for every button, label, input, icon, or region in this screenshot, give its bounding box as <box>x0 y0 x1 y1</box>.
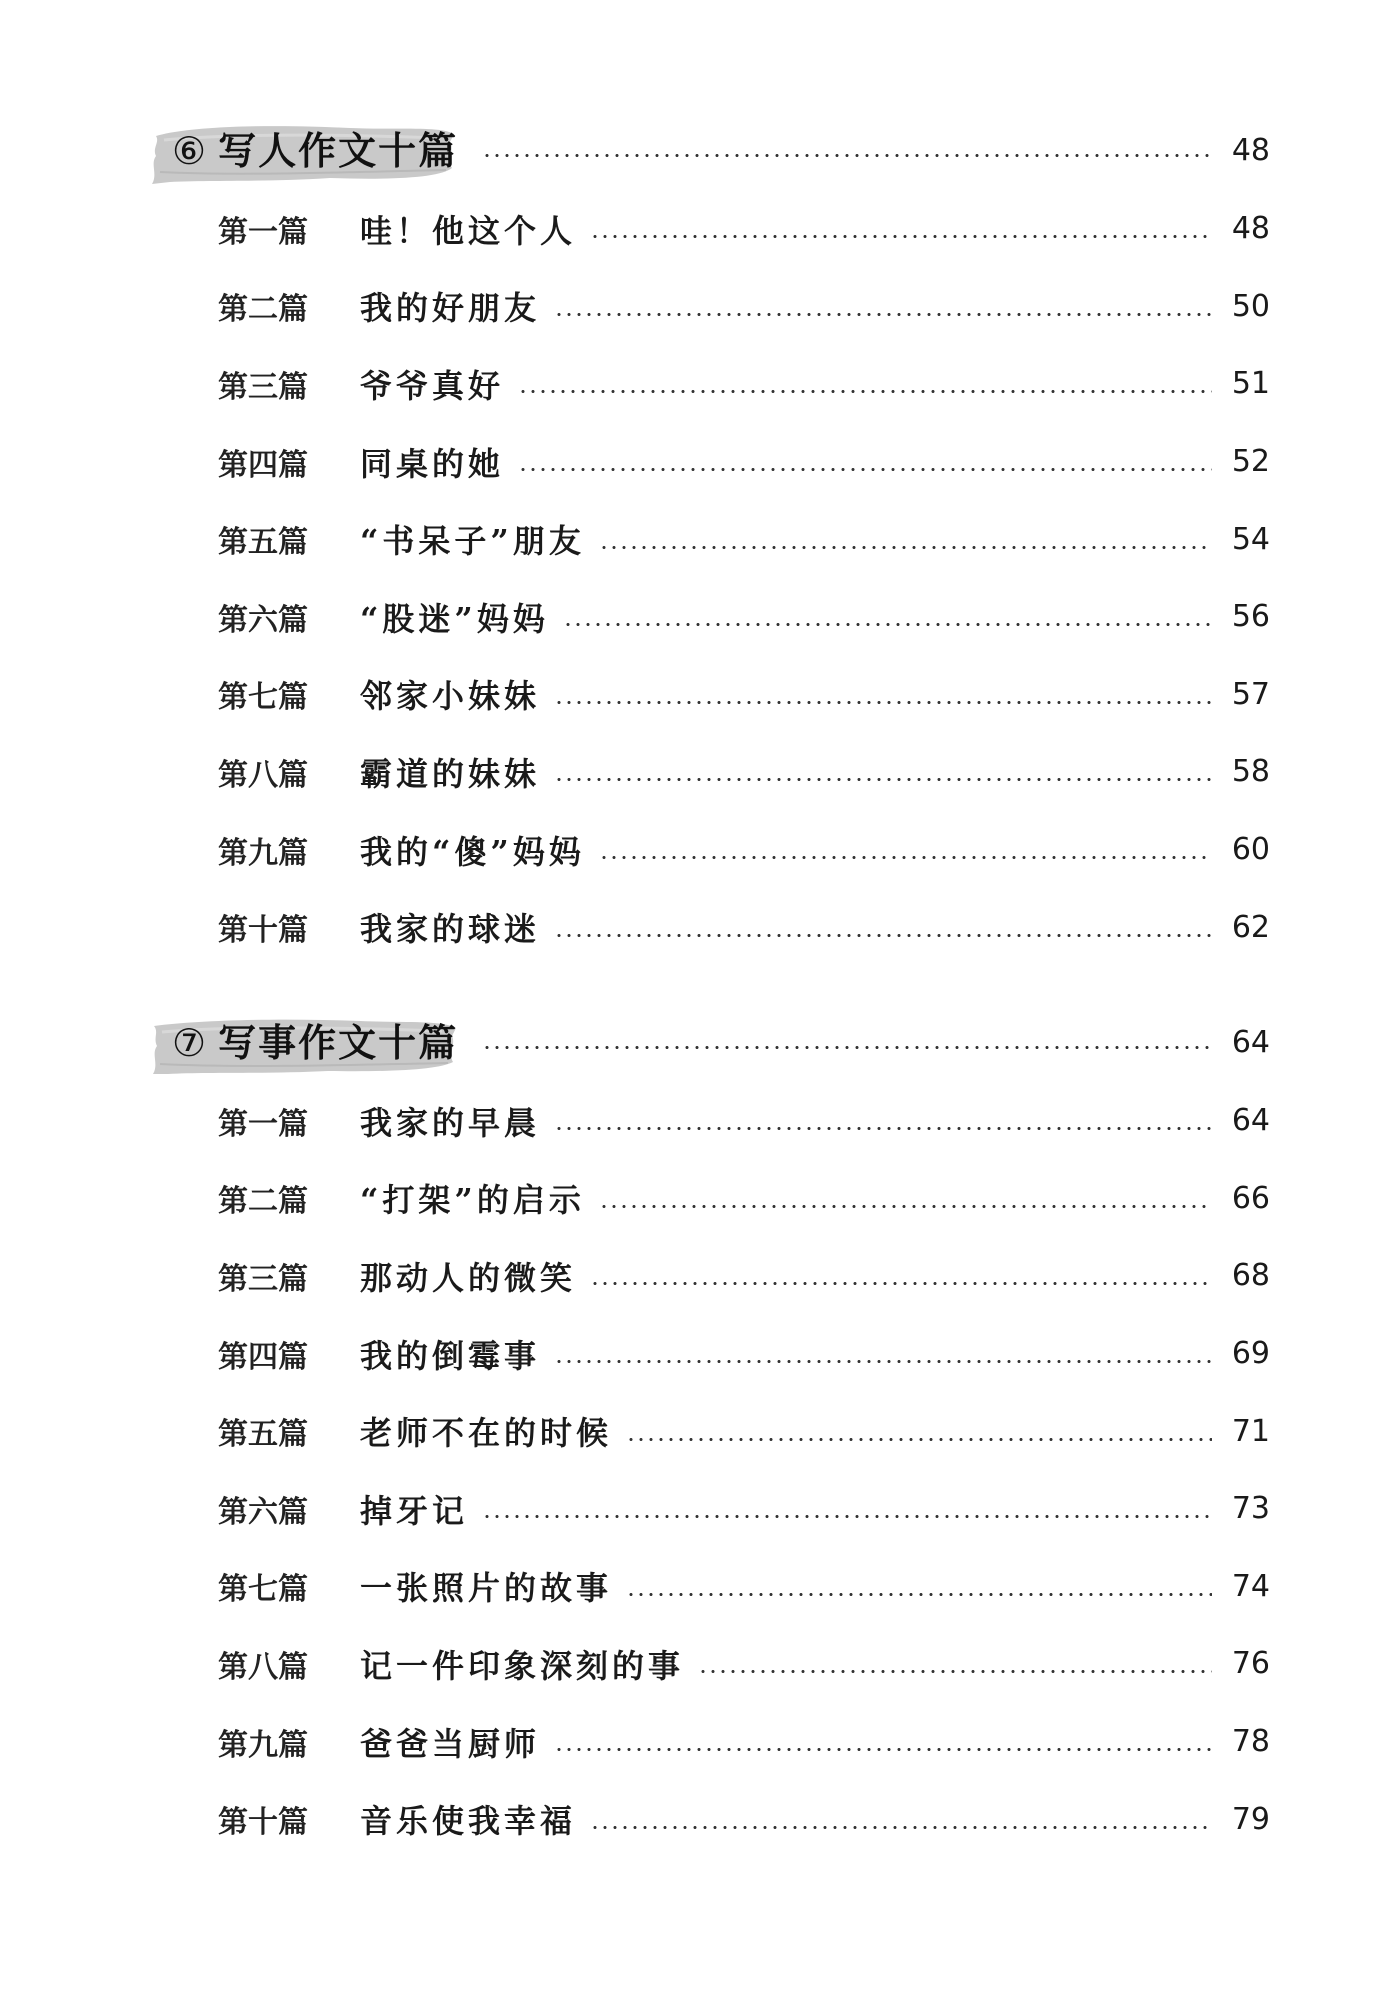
entry-label: 第十篇 <box>218 913 308 949</box>
toc-entry[interactable] <box>150 578 1270 656</box>
entry-title: 霸道的妹妹 <box>360 754 541 793</box>
entry-label: 第四篇 <box>218 447 308 483</box>
toc-entry[interactable] <box>150 888 1270 966</box>
entry-label: 第三篇 <box>218 1261 308 1297</box>
dot-leader <box>482 154 1212 157</box>
entry-page-number: 52 <box>1231 444 1270 480</box>
section-title <box>172 112 458 190</box>
dot-leader <box>590 1282 1212 1285</box>
entry-title: 我的倒霉事 <box>360 1336 541 1375</box>
section-page-number: 64 <box>1231 1025 1270 1060</box>
entry-list <box>150 190 1270 966</box>
entry-label: 第七篇 <box>218 680 308 716</box>
toc-entry[interactable] <box>150 1160 1270 1238</box>
entry-page-number: 54 <box>1231 521 1270 557</box>
entry-title: “书呆子”朋友 <box>360 522 585 561</box>
dot-leader <box>554 934 1212 937</box>
dot-leader <box>626 1593 1212 1596</box>
dot-leader <box>599 856 1212 859</box>
entry-title: 同桌的她 <box>360 444 505 483</box>
entry-label: 第四篇 <box>218 1339 308 1375</box>
entry-page-number: 71 <box>1231 1413 1270 1449</box>
section-number: ⑥ <box>172 129 209 173</box>
dot-leader <box>563 623 1212 626</box>
dot-leader <box>599 546 1212 549</box>
entry-label: 第十篇 <box>218 1805 308 1841</box>
section-header[interactable] <box>150 112 1270 190</box>
entry-list <box>150 1082 1270 1858</box>
section-page-number: 48 <box>1231 133 1270 168</box>
section-header[interactable] <box>150 1004 1270 1082</box>
entry-page-number: 73 <box>1231 1491 1270 1527</box>
dot-leader <box>518 468 1212 471</box>
toc-entry[interactable] <box>150 500 1270 578</box>
entry-page-number: 74 <box>1231 1568 1270 1604</box>
toc-entry[interactable] <box>150 1470 1270 1548</box>
dot-leader <box>554 313 1212 316</box>
entry-label: 第二篇 <box>218 1184 308 1220</box>
toc-entry[interactable] <box>150 1082 1270 1160</box>
entry-label: 第六篇 <box>218 1494 308 1530</box>
toc-entry[interactable] <box>150 811 1270 889</box>
entry-title: 一张照片的故事 <box>360 1569 613 1608</box>
entry-title: 老师不在的时候 <box>360 1414 613 1453</box>
dot-leader <box>482 1515 1212 1518</box>
entry-page-number: 76 <box>1231 1646 1270 1682</box>
entry-title: 我家的早晨 <box>360 1103 541 1142</box>
entry-page-number: 58 <box>1231 754 1270 790</box>
entry-page-number: 66 <box>1231 1180 1270 1216</box>
section-title-text: 写人作文十篇 <box>218 129 459 173</box>
toc-entry[interactable] <box>150 345 1270 423</box>
dot-leader <box>554 1127 1212 1130</box>
dot-leader <box>698 1670 1212 1673</box>
entry-label: 第八篇 <box>218 1649 308 1685</box>
entry-label: 第五篇 <box>218 525 308 561</box>
toc-entry[interactable] <box>150 1780 1270 1858</box>
entry-title: 我家的球迷 <box>360 910 541 949</box>
entry-page-number: 62 <box>1231 909 1270 945</box>
dot-leader <box>626 1438 1212 1441</box>
dot-leader <box>554 701 1212 704</box>
entry-title: 爷爷真好 <box>360 366 505 405</box>
dot-leader <box>590 1826 1212 1829</box>
toc-section <box>150 112 1270 966</box>
entry-title: 我的“傻”妈妈 <box>360 832 585 871</box>
entry-title: 记一件印象深刻的事 <box>360 1646 685 1685</box>
dot-leader <box>554 778 1212 781</box>
entry-title: 爸爸当厨师 <box>360 1724 541 1763</box>
section-number: ⑦ <box>172 1021 209 1065</box>
entry-page-number: 57 <box>1231 676 1270 712</box>
entry-label: 第二篇 <box>218 292 308 328</box>
toc-entry[interactable] <box>150 1315 1270 1393</box>
entry-title: 我的好朋友 <box>360 289 541 328</box>
dot-leader <box>482 1046 1212 1049</box>
section-title-text: 写事作文十篇 <box>218 1021 459 1065</box>
entry-label: 第九篇 <box>218 835 308 871</box>
dot-leader <box>590 235 1212 238</box>
entry-label: 第五篇 <box>218 1417 308 1453</box>
entry-page-number: 64 <box>1231 1103 1270 1139</box>
entry-page-number: 51 <box>1231 366 1270 402</box>
entry-label: 第三篇 <box>218 369 308 405</box>
toc-entry[interactable] <box>150 1237 1270 1315</box>
entry-page-number: 56 <box>1231 599 1270 635</box>
entry-title: 掉牙记 <box>360 1491 469 1530</box>
toc-entry[interactable] <box>150 423 1270 501</box>
toc-entry[interactable] <box>150 1392 1270 1470</box>
dot-leader <box>554 1748 1212 1751</box>
entry-page-number: 50 <box>1231 288 1270 324</box>
section-title <box>172 1004 458 1082</box>
toc-entry[interactable] <box>150 1703 1270 1781</box>
toc-entry[interactable] <box>150 1625 1270 1703</box>
dot-leader <box>554 1360 1212 1363</box>
entry-label: 第六篇 <box>218 602 308 638</box>
entry-page-number: 60 <box>1231 832 1270 868</box>
entry-page-number: 79 <box>1231 1801 1270 1837</box>
entry-title: 哇！他这个人 <box>360 211 577 250</box>
dot-leader <box>599 1205 1212 1208</box>
toc-entry[interactable] <box>150 1548 1270 1626</box>
toc-entry[interactable] <box>150 733 1270 811</box>
toc-section <box>150 1004 1270 1858</box>
entry-label: 第七篇 <box>218 1572 308 1608</box>
dot-leader <box>518 390 1212 393</box>
entry-title: “打架”的启示 <box>360 1181 585 1220</box>
entry-title: 邻家小妹妹 <box>360 677 541 716</box>
entry-title: “股迷”妈妈 <box>360 599 549 638</box>
entry-page-number: 69 <box>1231 1336 1270 1372</box>
entry-label: 第八篇 <box>218 757 308 793</box>
entry-page-number: 48 <box>1231 211 1270 247</box>
entry-page-number: 68 <box>1231 1258 1270 1294</box>
entry-title: 那动人的微笑 <box>360 1258 577 1297</box>
entry-title: 音乐使我幸福 <box>360 1802 577 1841</box>
toc-entry[interactable] <box>150 268 1270 346</box>
entry-label: 第九篇 <box>218 1727 308 1763</box>
entry-label: 第一篇 <box>218 214 308 250</box>
entry-page-number: 78 <box>1231 1724 1270 1760</box>
toc-entry[interactable] <box>150 656 1270 734</box>
entry-label: 第一篇 <box>218 1106 308 1142</box>
toc-entry[interactable] <box>150 190 1270 268</box>
